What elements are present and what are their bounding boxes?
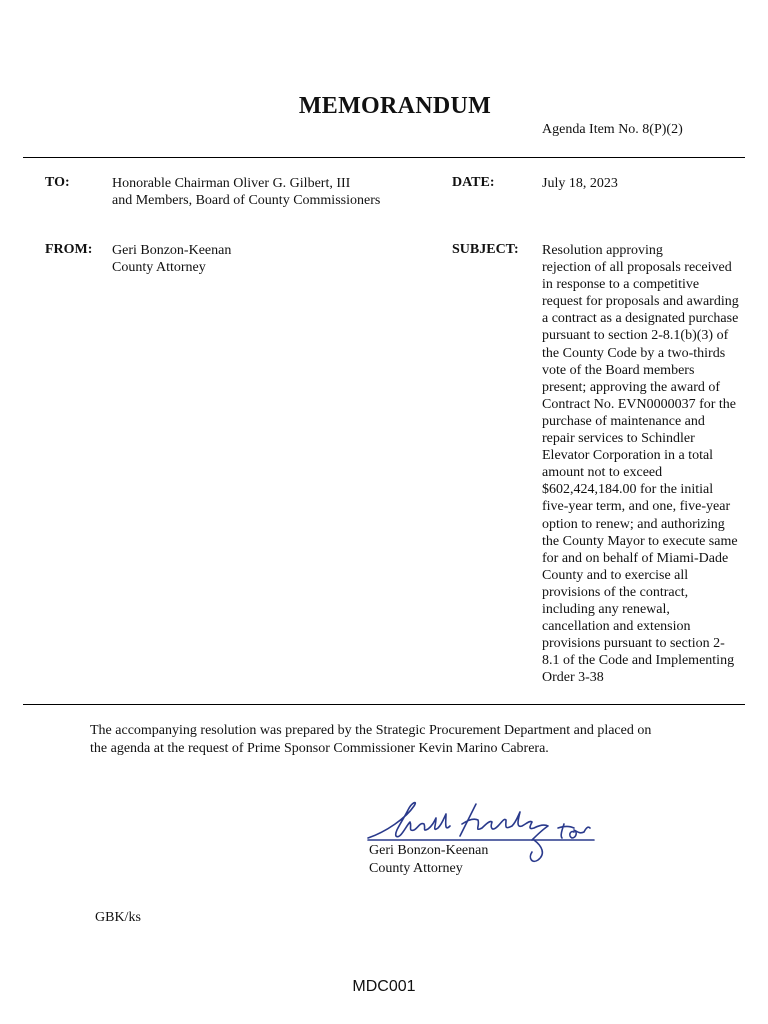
subject-line: County and to exercise all (542, 567, 689, 583)
subject-line: provisions of the contract, (542, 584, 689, 600)
subject-line: option to renew; and authorizing (542, 516, 725, 532)
to-label: TO: (45, 175, 70, 190)
subject-line: $602,424,184.00 for the initial (542, 482, 714, 498)
subject-line: vote of the Board members (542, 362, 695, 378)
from-line: County Attorney (112, 260, 206, 276)
from-line: Geri Bonzon-Keenan (112, 243, 232, 258)
subject-line: Elevator Corporation in a total (542, 448, 714, 464)
subject-line: in response to a competitive (542, 277, 700, 293)
subject-line: repair services to Schindler (542, 431, 695, 447)
subject-label: SUBJECT: (452, 242, 519, 257)
typist-initials: GBK/ks (95, 910, 141, 925)
subject-line: including any renewal, (542, 601, 670, 617)
page-footer-code: MDC001 (352, 978, 416, 995)
date-label: DATE: (452, 175, 495, 190)
subject-line: provisions pursuant to section 2- (542, 636, 725, 652)
signatory-title: County Attorney (369, 860, 463, 876)
subject-line: the County Code by a two-thirds (542, 345, 726, 361)
subject-line: cancellation and extension (542, 619, 691, 635)
signature-block (369, 842, 488, 877)
subject-line: pursuant to section 2-8.1(b)(3) of (542, 328, 729, 344)
subject-line: 8.1 of the Code and Implementing (542, 653, 735, 669)
subject-line: present; approving the award of (542, 379, 721, 395)
subject-line: Order 3-38 (542, 670, 604, 686)
subject-line: five-year term, and one, five-year (542, 499, 731, 515)
subject-line: a contract as a designated purchase (542, 311, 739, 327)
memo-body (90, 722, 700, 757)
agenda-item-number: Agenda Item No. 8(P)(2) (542, 122, 683, 137)
subject-line: rejection of all proposals received (542, 260, 732, 276)
date-value: July 18, 2023 (542, 176, 618, 191)
body-line: the agenda at the request of Prime Sponsor Commissioner Kevin Marino Cabrera. (90, 740, 549, 756)
from-label: FROM: (45, 242, 93, 257)
from-sender (112, 242, 231, 276)
to-recipient (112, 175, 380, 209)
subject-line: for and on behalf of Miami-Dade (542, 550, 729, 566)
subject-line: request for proposals and awarding (542, 294, 739, 310)
to-line: Honorable Chairman Oliver G. Gilbert, III (112, 176, 351, 191)
body-line: The accompanying resolution was prepared by the Strategic Procurement Department and placed on (90, 723, 652, 738)
subject-line: Resolution approving (542, 243, 663, 258)
subject-line: the County Mayor to execute same (542, 533, 738, 549)
signatory-name: Geri Bonzon-Keenan (369, 843, 489, 858)
subject-line: purchase of maintenance and (542, 413, 705, 429)
subject-line: Contract No. EVN0000037 for the (542, 396, 737, 412)
top-divider (23, 157, 745, 158)
bottom-divider (23, 704, 745, 705)
subject-line: amount not to exceed (542, 465, 663, 481)
to-line: and Members, Board of County Commissioners (112, 193, 381, 209)
memo-title: MEMORANDUM (298, 93, 492, 119)
subject-text (542, 242, 752, 686)
